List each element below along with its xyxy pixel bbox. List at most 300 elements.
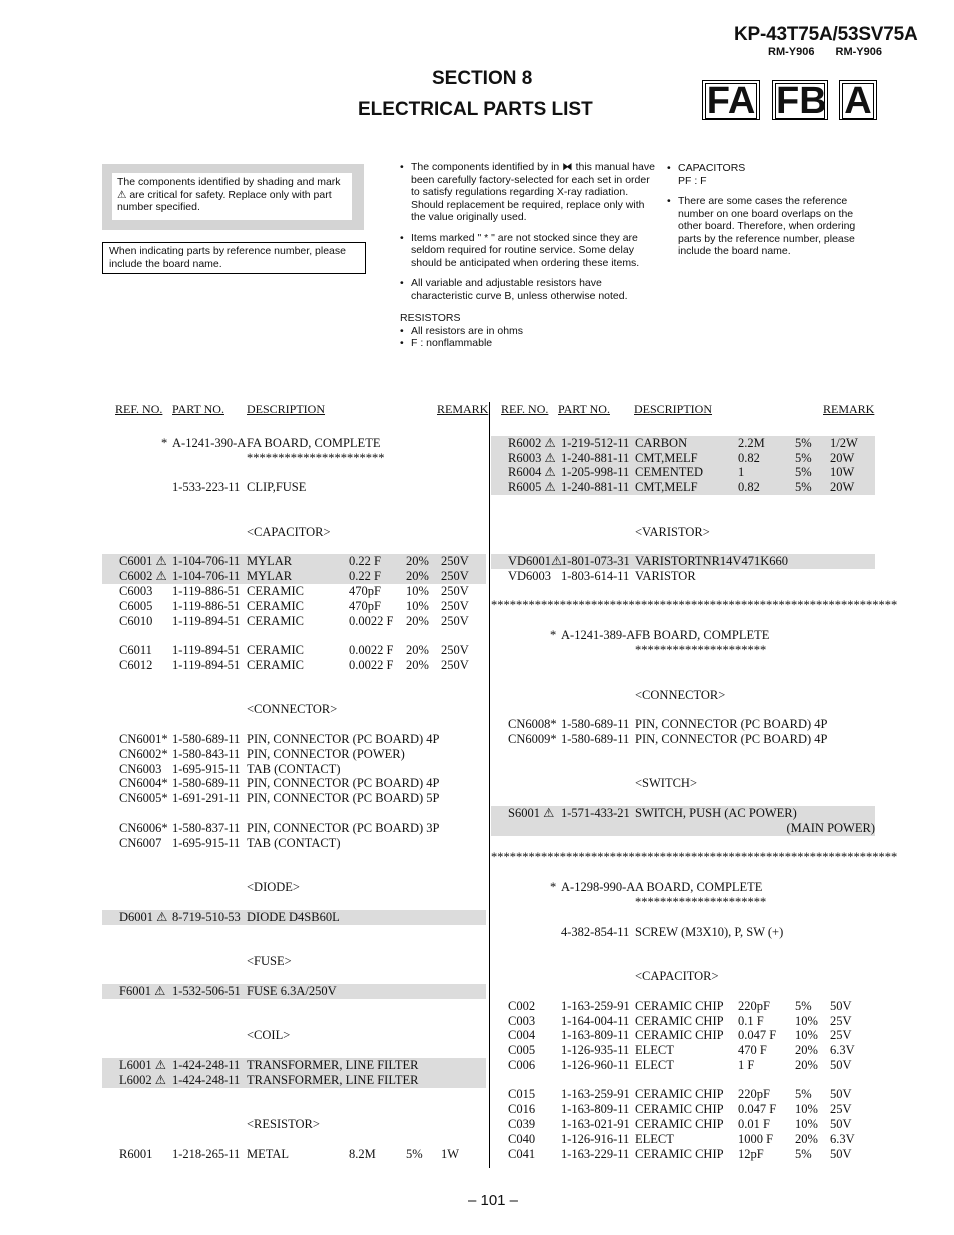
parts-row <box>102 584 486 599</box>
description: ********************** <box>247 451 385 465</box>
parts-row <box>491 1117 875 1132</box>
ref-no: C040 <box>508 1132 536 1146</box>
parts-row <box>102 1117 486 1132</box>
rating: 1W <box>441 1147 460 1161</box>
tolerance: 5% <box>795 465 812 479</box>
parts-row <box>491 643 875 658</box>
parts-row <box>491 465 875 480</box>
ref-no: C004 <box>508 1028 536 1042</box>
part-no: 1-119-894-51 <box>172 658 241 672</box>
board-label-fa: FA <box>702 80 760 120</box>
parts-row <box>102 984 486 999</box>
description: CERAMIC CHIP <box>635 1014 724 1028</box>
notes-middle <box>400 161 656 350</box>
part-no: 1-580-689-11 <box>172 732 241 746</box>
parts-row <box>491 776 875 791</box>
parts-row <box>102 599 486 614</box>
description: ELECT <box>635 1058 674 1072</box>
description: TAB (CONTACT) <box>247 836 341 850</box>
parts-row <box>102 747 486 762</box>
ref-no: S6001 ⚠ <box>508 806 555 820</box>
description: PIN, CONNECTOR (PC BOARD) 4P <box>247 732 440 746</box>
part-no: 1-119-886-51 <box>172 599 241 613</box>
parts-row <box>102 910 486 925</box>
tolerance: 10% <box>795 1117 818 1131</box>
part-no: 8-719-510-53 <box>172 910 241 924</box>
parts-row <box>102 614 486 629</box>
value: 0.82 <box>738 480 760 494</box>
parts-row <box>491 569 875 584</box>
model-title: KP-43T75A/53SV75A <box>734 24 918 45</box>
tolerance: 5% <box>795 451 812 465</box>
description: CERAMIC <box>247 658 304 672</box>
board-ref-note: When indicating parts by reference number, please include the board name. <box>102 242 366 274</box>
tolerance: 20% <box>406 569 429 583</box>
description: MYLAR <box>247 554 293 568</box>
description: CERAMIC CHIP <box>635 999 724 1013</box>
ref-no: VD6003 <box>508 569 552 583</box>
value: 0.0022 F <box>349 614 394 628</box>
col-remark-left: REMARK <box>437 402 489 416</box>
part-no: A-1241-389-A <box>561 628 636 642</box>
parts-row <box>102 702 486 717</box>
description: CEMENTED <box>635 465 704 479</box>
part-no: 1-219-512-11 <box>561 436 630 450</box>
board-label-fb: FB <box>772 80 828 120</box>
description: CMT,MELF <box>635 451 698 465</box>
part-no: 1-126-935-11 <box>561 1043 630 1057</box>
parts-row <box>102 451 486 466</box>
parts-row <box>102 525 486 540</box>
value: 220pF <box>738 1087 770 1101</box>
part-no: 1-580-689-11 <box>561 717 630 731</box>
column-divider <box>489 402 490 1168</box>
part-no: 1-580-689-11 <box>172 776 241 790</box>
parts-row <box>491 436 875 451</box>
description: <CAPACITOR> <box>247 525 331 539</box>
separator: ***************************************************************** <box>491 850 898 864</box>
section-number: SECTION 8 <box>432 68 533 89</box>
parts-row <box>102 1028 486 1043</box>
description: <CONNECTOR> <box>247 702 338 716</box>
safety-note: The components identified by shading and mark ⚠ are critical for safety. Replace only with part number specified. <box>112 173 352 220</box>
ref-no: C6003 <box>119 584 153 598</box>
ref-no: CN6006* <box>119 821 168 835</box>
value: 0.22 F <box>349 569 381 583</box>
rating: 10W <box>830 465 855 479</box>
description: CERAMIC <box>247 614 304 628</box>
value: 0.01 F <box>738 1117 770 1131</box>
description: FB BOARD, COMPLETE <box>635 628 770 642</box>
part-no: 1-424-248-11 <box>172 1058 241 1072</box>
tolerance: 5% <box>795 999 812 1013</box>
part-no: 1-580-689-11 <box>561 732 630 746</box>
value: 1000 F <box>738 1132 774 1146</box>
parts-row <box>102 880 486 895</box>
tolerance: 20% <box>795 1043 818 1057</box>
parts-row <box>102 836 486 851</box>
tolerance: 20% <box>406 614 429 628</box>
parts-row <box>102 1058 486 1073</box>
parts-row <box>491 1028 875 1043</box>
part-no: 1-424-248-11 <box>172 1073 241 1087</box>
description: <CAPACITOR> <box>635 969 719 983</box>
ref-no: L6001 ⚠ <box>119 1058 166 1072</box>
ref-no: * <box>161 436 168 450</box>
description: CERAMIC CHIP <box>635 1102 724 1116</box>
description: CMT,MELF <box>635 480 698 494</box>
col-part-right: PART NO. <box>558 402 610 416</box>
tolerance: 5% <box>795 1147 812 1161</box>
parts-row <box>491 1132 875 1147</box>
col-part-left: PART NO. <box>172 402 224 416</box>
parts-row <box>491 925 875 940</box>
parts-row <box>491 480 875 495</box>
description: ELECT <box>635 1043 674 1057</box>
page-number: – 101 – <box>467 1192 519 1209</box>
parts-row <box>102 776 486 791</box>
description: SWITCH, PUSH (AC POWER) <box>635 806 797 820</box>
part-no: 1-218-265-11 <box>172 1147 241 1161</box>
ref-no: CN6004* <box>119 776 168 790</box>
rating: 250V <box>441 599 469 613</box>
tolerance: 20% <box>406 554 429 568</box>
parts-row <box>102 569 486 584</box>
col-desc-right: DESCRIPTION <box>634 402 713 416</box>
ref-no: C6011 <box>119 643 152 657</box>
rating: 25V <box>830 1028 852 1042</box>
ref-no: C039 <box>508 1117 536 1131</box>
rating: 250V <box>441 614 469 628</box>
description: TRANSFORMER, LINE FILTER <box>247 1073 419 1087</box>
part-no: 1-803-614-11 <box>561 569 630 583</box>
tolerance: 5% <box>406 1147 423 1161</box>
resistors-heading: RESISTORS <box>400 312 461 324</box>
parts-row <box>491 1102 875 1117</box>
ref-no: R6003 ⚠ <box>508 451 556 465</box>
description: FA BOARD, COMPLETE <box>247 436 381 450</box>
rating: 250V <box>441 584 469 598</box>
part-no: 1-695-915-11 <box>172 836 241 850</box>
part-no: 1-163-809-11 <box>561 1102 630 1116</box>
parts-row <box>102 791 486 806</box>
notes-right <box>667 162 877 266</box>
value: 0.22 F <box>349 554 381 568</box>
col-ref-left: REF. NO. <box>115 402 163 416</box>
rating: 6.3V <box>830 1132 855 1146</box>
description: FUSE 6.3A/250V <box>247 984 337 998</box>
part-no: 1-801-073-31 <box>561 554 630 568</box>
parts-row <box>491 1147 875 1162</box>
rating: 6.3V <box>830 1043 855 1057</box>
tolerance: 10% <box>795 1028 818 1042</box>
col-ref-right: REF. NO. <box>501 402 549 416</box>
ref-no: CN6008* <box>508 717 557 731</box>
description: MYLAR <box>247 569 293 583</box>
description: <RESISTOR> <box>247 1117 320 1131</box>
description: ********************* <box>635 643 767 657</box>
description: ********************* <box>635 895 767 909</box>
ref-no: R6005 ⚠ <box>508 480 556 494</box>
parts-row <box>102 480 486 495</box>
parts-row <box>102 1073 486 1088</box>
tolerance: 5% <box>795 1087 812 1101</box>
note-xray: • The components identified by in ⧓ this manual have been carefully factory-selected for each set in order to satisfy regulations regarding X-ray radiation. Should replacement be required, replace only with the value originally used. <box>400 161 656 224</box>
value: 470pF <box>349 584 381 598</box>
description: CERAMIC CHIP <box>635 1087 724 1101</box>
parts-row <box>491 554 875 569</box>
value: 0.82 <box>738 451 760 465</box>
ref-no: D6001 ⚠ <box>119 910 168 924</box>
part-no: 1-240-881-11 <box>561 451 630 465</box>
value: 0.0022 F <box>349 658 394 672</box>
description: PIN, CONNECTOR (PC BOARD) 4P <box>635 732 828 746</box>
part-no: 1-695-915-11 <box>172 762 241 776</box>
parts-row <box>491 1058 875 1073</box>
ref-no: C002 <box>508 999 536 1013</box>
part-no: A-1241-390-A <box>172 436 247 450</box>
tolerance: 10% <box>795 1014 818 1028</box>
parts-row <box>102 762 486 777</box>
part-no: 1-119-894-51 <box>172 643 241 657</box>
parts-row <box>102 821 486 836</box>
rating: 50V <box>830 1087 852 1101</box>
ref-no: C6005 <box>119 599 153 613</box>
ref-no: C003 <box>508 1014 536 1028</box>
part-no: 1-205-998-11 <box>561 465 630 479</box>
ref-no: CN6002* <box>119 747 168 761</box>
remote-models <box>768 46 900 58</box>
parts-row <box>491 525 875 540</box>
description: CERAMIC CHIP <box>635 1147 724 1161</box>
rating: 250V <box>441 554 469 568</box>
value: 0.047 F <box>738 1102 777 1116</box>
rating: 20W <box>830 480 855 494</box>
description: CERAMIC <box>247 643 304 657</box>
ref-no: R6002 ⚠ <box>508 436 556 450</box>
remote-model-2: RM-Y906 <box>835 46 882 58</box>
ref-no: C6012 <box>119 658 153 672</box>
rating: 250V <box>441 569 469 583</box>
note-pf: PF : F <box>678 174 707 187</box>
description: METAL <box>247 1147 290 1161</box>
part-no: 1-163-229-11 <box>561 1147 630 1161</box>
parts-row <box>491 628 875 643</box>
rating: 50V <box>830 999 852 1013</box>
col-remark-right: REMARK <box>823 402 875 416</box>
description: <DIODE> <box>247 880 300 894</box>
ref-no: CN6009* <box>508 732 557 746</box>
part-no: 1-533-223-11 <box>172 480 241 494</box>
description: <FUSE> <box>247 954 292 968</box>
part-no: 1-104-706-11 <box>172 554 241 568</box>
value: 470 F <box>738 1043 767 1057</box>
description: <CONNECTOR> <box>635 688 726 702</box>
value: 0.1 F <box>738 1014 764 1028</box>
tolerance: 20% <box>406 658 429 672</box>
description: PIN, CONNECTOR (PC BOARD) 4P <box>247 776 440 790</box>
remote-model-1: RM-Y906 <box>768 46 815 58</box>
parts-row <box>491 732 875 747</box>
description: A BOARD, COMPLETE <box>635 880 763 894</box>
description: PIN, CONNECTOR (PC BOARD) 5P <box>247 791 440 805</box>
description: PIN, CONNECTOR (POWER) <box>247 747 405 761</box>
description: ELECT <box>635 1132 674 1146</box>
ref-no: C6002 ⚠ <box>119 569 167 583</box>
parts-row <box>491 598 898 613</box>
part-no: 1-571-433-21 <box>561 806 630 820</box>
parts-row <box>102 554 486 569</box>
parts-row <box>491 821 875 836</box>
value: 2.2M <box>738 436 765 450</box>
note-nonflammable: • F : nonflammable <box>400 337 656 350</box>
part-no: 1-580-843-11 <box>172 747 241 761</box>
description: <SWITCH> <box>635 776 698 790</box>
description: CERAMIC <box>247 599 304 613</box>
parts-row <box>102 732 486 747</box>
tolerance: 20% <box>406 643 429 657</box>
ref-no: R6001 <box>119 1147 153 1161</box>
rating: 20W <box>830 451 855 465</box>
parts-row <box>491 969 875 984</box>
part-no: 1-164-004-11 <box>561 1014 630 1028</box>
rating: 250V <box>441 658 469 672</box>
description: CERAMIC CHIP <box>635 1028 724 1042</box>
part-no: 4-382-854-11 <box>561 925 630 939</box>
parts-row <box>491 451 875 466</box>
description: DIODE D4SB60L <box>247 910 340 924</box>
parts-row <box>491 999 875 1014</box>
rating: 1/2W <box>830 436 858 450</box>
part-no: 1-119-886-51 <box>172 584 241 598</box>
parts-row <box>491 1087 875 1102</box>
description: CARBON <box>635 436 688 450</box>
rating: 50V <box>830 1058 852 1072</box>
ref-no: C6001 ⚠ <box>119 554 167 568</box>
parts-row <box>102 658 486 673</box>
capacitors-heading: • CAPACITORS <box>667 162 877 175</box>
note-ohms: • All resistors are in ohms <box>400 325 656 338</box>
ref-no: CN6001* <box>119 732 168 746</box>
tolerance: 10% <box>795 1102 818 1116</box>
col-desc-left: DESCRIPTION <box>247 402 326 416</box>
value: 8.2M <box>349 1147 376 1161</box>
rating: 50V <box>830 1117 852 1131</box>
ref-no: * <box>550 880 557 894</box>
remark: (MAIN POWER) <box>786 821 875 835</box>
parts-row <box>491 717 875 732</box>
ref-no: C6010 <box>119 614 153 628</box>
value: 12pF <box>738 1147 764 1161</box>
rating: 25V <box>830 1014 852 1028</box>
parts-row <box>491 688 875 703</box>
ref-no: * <box>550 628 557 642</box>
parts-row <box>102 436 486 451</box>
part-no: 1-580-837-11 <box>172 821 241 835</box>
part-no: 1-163-809-11 <box>561 1028 630 1042</box>
part-no: 1-126-960-11 <box>561 1058 630 1072</box>
ref-no: C015 <box>508 1087 536 1101</box>
parts-row <box>491 895 875 910</box>
tolerance: 20% <box>795 1058 818 1072</box>
ref-no: R6004 ⚠ <box>508 465 556 479</box>
tolerance: 10% <box>406 599 429 613</box>
rating: 25V <box>830 1102 852 1116</box>
section-title: ELECTRICAL PARTS LIST <box>358 99 593 120</box>
part-no: 1-691-291-11 <box>172 791 241 805</box>
description: <VARISTOR> <box>635 525 710 539</box>
ref-no: L6002 ⚠ <box>119 1073 166 1087</box>
part-no: 1-240-881-11 <box>561 480 630 494</box>
parts-row <box>491 850 898 865</box>
parts-row <box>491 1014 875 1029</box>
description: <COIL> <box>247 1028 291 1042</box>
parts-row <box>491 806 875 821</box>
part-no: 1-532-506-51 <box>172 984 241 998</box>
description: PIN, CONNECTOR (PC BOARD) 4P <box>635 717 828 731</box>
part-no: 1-126-916-11 <box>561 1132 630 1146</box>
parts-row <box>491 1043 875 1058</box>
description: CERAMIC <box>247 584 304 598</box>
description: VARISTOR <box>635 569 696 583</box>
description: VARISTORTNR14V471K660 <box>635 554 788 568</box>
part-no: 1-119-894-51 <box>172 614 241 628</box>
note-overlap: • There are some cases the reference number on one board overlaps on the other board. Therefore, when ordering parts by the reference number, please include the board name. <box>667 195 877 258</box>
part-no: 1-163-259-91 <box>561 1087 630 1101</box>
ref-no: F6001 ⚠ <box>119 984 166 998</box>
value: 470pF <box>349 599 381 613</box>
parts-row <box>102 1147 486 1162</box>
ref-no: CN6003 <box>119 762 162 776</box>
part-no: A-1298-990-A <box>561 880 636 894</box>
ref-no: CN6005* <box>119 791 168 805</box>
tolerance: 5% <box>795 480 812 494</box>
value: 0.0022 F <box>349 643 394 657</box>
rating: 50V <box>830 1147 852 1161</box>
ref-no: C006 <box>508 1058 536 1072</box>
tolerance: 10% <box>406 584 429 598</box>
parts-row <box>102 643 486 658</box>
board-label-a: A <box>839 80 877 120</box>
description: PIN, CONNECTOR (PC BOARD) 3P <box>247 821 440 835</box>
value: 1 <box>738 465 745 479</box>
rating: 250V <box>441 643 469 657</box>
parts-row <box>491 880 875 895</box>
description: CERAMIC CHIP <box>635 1117 724 1131</box>
ref-no: CN6007 <box>119 836 162 850</box>
value: 0.047 F <box>738 1028 777 1042</box>
ref-no: VD6001⚠ <box>508 554 563 568</box>
tolerance: 20% <box>795 1132 818 1146</box>
separator: ***************************************************************** <box>491 598 898 612</box>
description: SCREW (M3X10), P, SW (+) <box>635 925 784 939</box>
ref-no: C041 <box>508 1147 536 1161</box>
description: TAB (CONTACT) <box>247 762 341 776</box>
value: 220pF <box>738 999 770 1013</box>
value: 1 F <box>738 1058 755 1072</box>
note-stock: • Items marked " * " are not stocked since they are seldom required for routine service. Some delay should be anticipated when ordering these items. <box>400 232 656 270</box>
part-no: 1-104-706-11 <box>172 569 241 583</box>
tolerance: 5% <box>795 436 812 450</box>
part-no: 1-163-021-91 <box>561 1117 630 1131</box>
ref-no: C016 <box>508 1102 536 1116</box>
parts-row <box>102 954 486 969</box>
part-no: 1-163-259-91 <box>561 999 630 1013</box>
ref-no: C005 <box>508 1043 536 1057</box>
note-variable: • All variable and adjustable resistors have characteristic curve B, unless otherwise noted. <box>400 277 656 302</box>
description: TRANSFORMER, LINE FILTER <box>247 1058 419 1072</box>
description: CLIP,FUSE <box>247 480 307 494</box>
